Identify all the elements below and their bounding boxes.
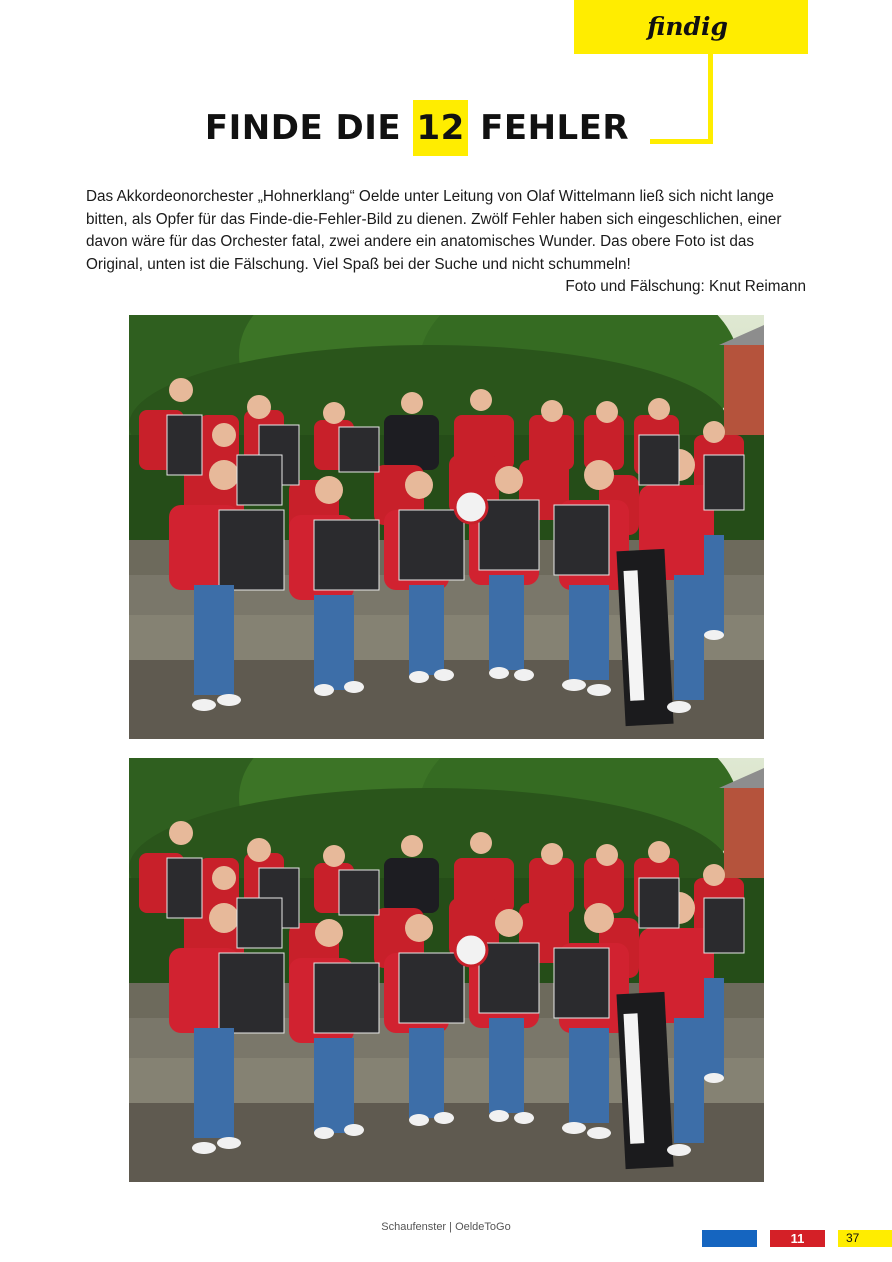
footer-blue-bar (702, 1230, 757, 1247)
footer-publication: Schaufenster | OeldeToGo (381, 1221, 511, 1233)
title-number-highlight: 12 (413, 100, 467, 156)
photo-fake-image (129, 758, 764, 1182)
title-prefix: FINDE DIE (204, 108, 402, 148)
findig-tag-label: findig (647, 12, 728, 41)
title-suffix: FEHLER (480, 108, 630, 148)
page-title (0, 100, 834, 156)
photo-original-image (129, 315, 764, 739)
intro-paragraph: Das Akkordeonorchester „Hohnerklang“ Oelde unter Leitung von Olaf Wittelmann ließ sich nicht lange bitten, als Opfer für das Finde-die-Fehler-Bild zu dienen. Zwölf Fehler haben sich eingeschlichen, einer davon wäre für das Orchester fatal, zwei andere ein anatomisches Wunder. Das obere Foto ist das Original, unten ist die Fälschung. Viel Spaß bei der Suche und nicht schummeln! (86, 188, 782, 273)
footer-page-number: 37 (838, 1230, 892, 1247)
photo-credit: Foto und Fälschung: Knut Reimann (565, 278, 806, 295)
photo-original (129, 315, 764, 739)
findig-tag-box (574, 0, 808, 54)
footer-section-number: 11 (770, 1230, 825, 1247)
photo-fake (129, 758, 764, 1182)
